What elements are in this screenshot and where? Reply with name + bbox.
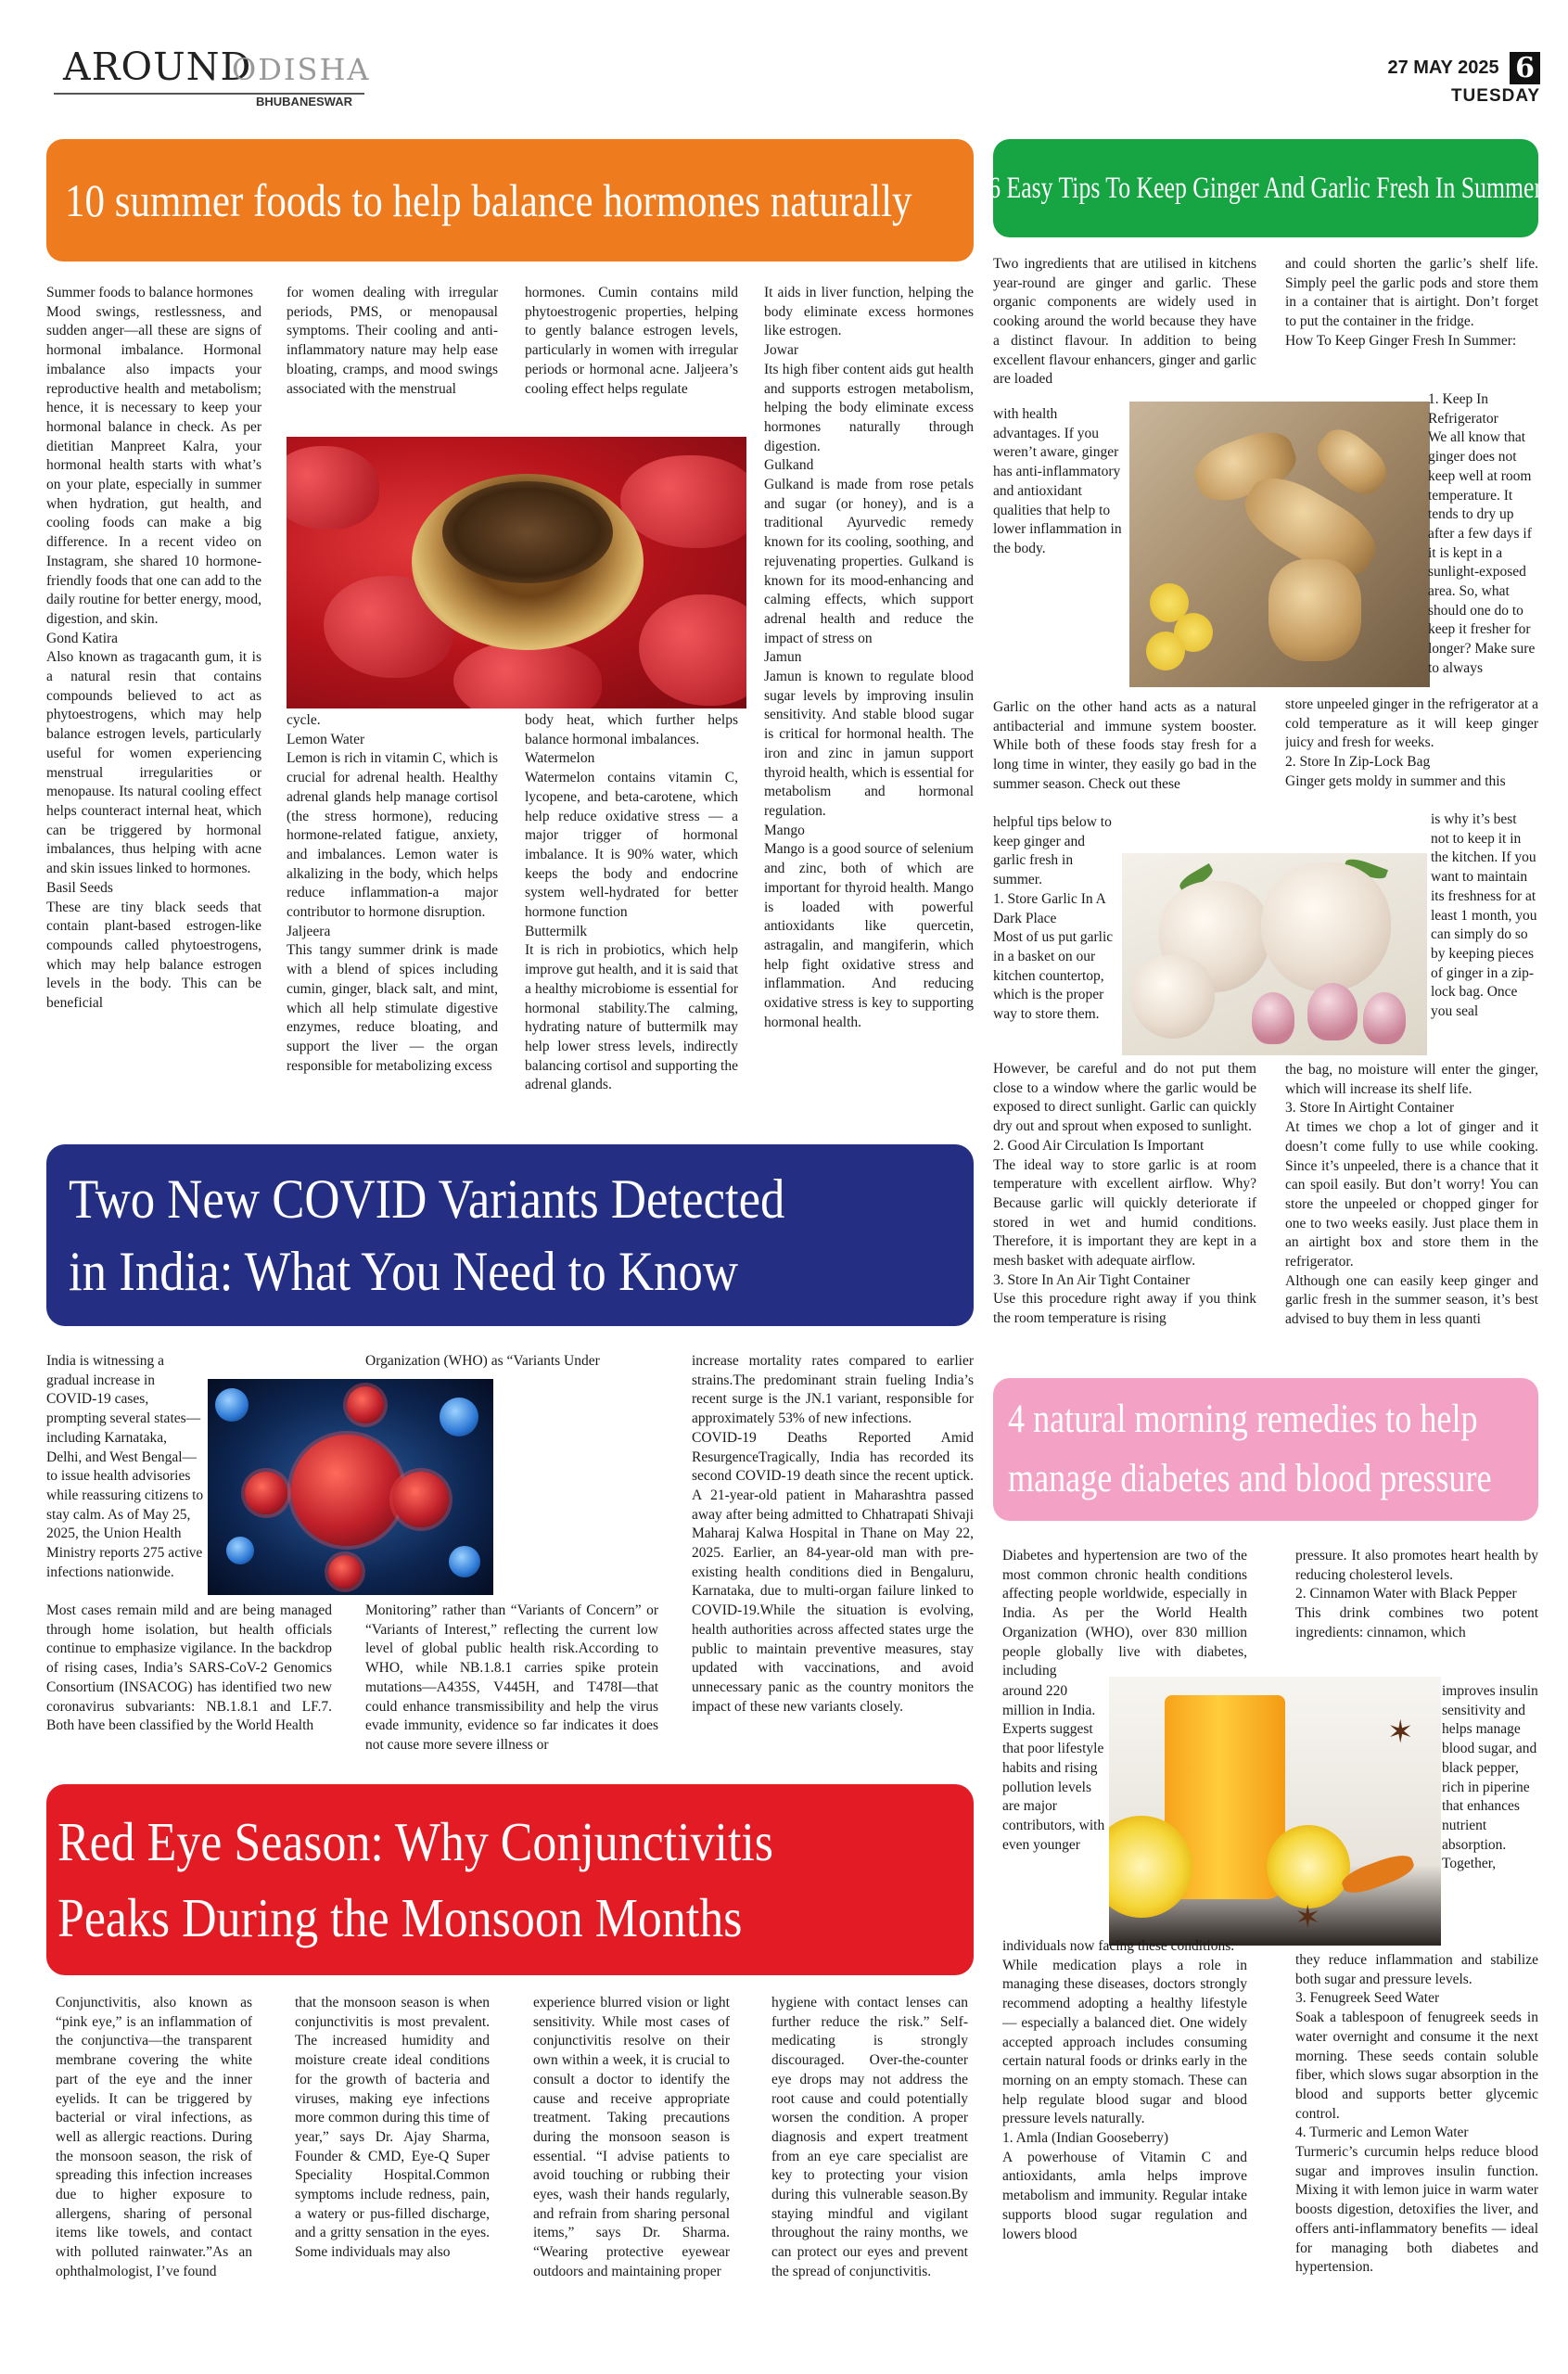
date-weekday: TUESDAY (1450, 86, 1540, 106)
paragraph: Most of us put garlic in a basket on our kitchen countertop, which is the proper way to store them. (993, 929, 1114, 1023)
paragraph: Turmeric’s curcumin helps reduce blood sugar and improves insulin function. Mixing it with lemon juice in warm water boosts digestion, detoxifies the liver, and offers anti-inflammatory benefits — ideal for managing both diabetes and hypertension. (1295, 2144, 1538, 2276)
paragraph: At times we chop a lot of ginger and it doesn’t come fully to use while cooking. Since it’s unpeeled, there is a chance that it can spoil easily. But don’t worry! You can store the unpeeled or chopped ginger for one to two weeks easily. Just place them in an airtight box and store them in the refrigerator. (1285, 1119, 1538, 1270)
hormones-col-3-top (525, 284, 738, 432)
hormones-col-4 (764, 284, 974, 1128)
juice-spices-image: ✶ ✶ (1109, 1677, 1441, 1946)
diabetes-left-bottom (1002, 1937, 1247, 2345)
paragraph: Mood swings, restlessness, and sudden anger—all these are signs of hormonal imbalance. Hormonal imbalance also impacts your reproductive health and metabolism; hence, it is necessary to keep your hormonal balance in check. As per dietitian Manpreet Kalra, your hormonal health starts with what’s on your plate, especially in summer when hydration, gut health, and cooling foods can make a big difference. In a recent video on Instagram, she shared 10 hormone-friendly foods that one can add to the daily routine for better energy, mood, digestion, and skin. (46, 303, 261, 627)
paragraph: 2. Cinnamon Water with Black Pepper (1295, 1586, 1517, 1602)
paragraph: India is witnessing a gradual increase in COVID-19 cases, prompting several states—including Karnataka, Delhi, and West Bengal—to issue health advisories while reassuring citizens to stay calm. As of May 25, 2025, the Union Health Ministry reports 275 active infections nationwide. (46, 1353, 204, 1580)
paragraph: Gond Katira (46, 630, 119, 646)
paragraph: COVID-19 Deaths Reported Amid ResurgenceTragically, India has recorded its second COVID-19 death since the recent uptick. A 21-year-old patient in Maharashtra passed away after being admitted to Chhatrapati Shivaji Maharaj Kalwa Hospital in Thane on May 22, 2025. Earlier, an 84-year-old man with pre-existing health conditions died in Bengaluru, Karnataka, due to multi-organ failure linked to COVID-19.While the situation is evolving, health authorities across affected states urge the public to maintain preventive measures, stay updated with vaccinations, and avoid unnecessary panic as the country monitors the impact of these new variants closely. (692, 1429, 974, 1715)
paragraph: with health advantages. If you weren’t aware, ginger has anti-inflammatory and antioxidant qualities that help to lower inflammation in the body. (993, 406, 1122, 556)
paragraph: hormones. Cumin contains mild phytoestrogenic properties, helping to gently balance estrogen levels, particularly in women with irregular periods or hormonal acne. Jaljeera’s cooling effect helps regulate (525, 285, 738, 397)
conjunctivitis-col-4 (771, 1994, 968, 2355)
masthead-city: BHUBANESWAR (256, 95, 352, 108)
masthead-odisha: ODISHA (232, 52, 371, 87)
paragraph: It aids in liver function, helping the body eliminate excess hormones like estrogen. (764, 285, 974, 339)
paragraph: While medication plays a role in managing these diseases, doctors strongly recommend adopting a healthy lifestyle — especially a balanced diet. One widely accepted approach includes consuming certain natural foods or drinks early in the morning on an empty stomach. These can help regulate blood sugar and blood pressure levels naturally. (1002, 1957, 1247, 2127)
ginger-right-wrap-1 (1428, 390, 1538, 695)
headline-ginger-garlic-text: 6 Easy Tips To Keep Ginger And Garlic Fresh In Summer (988, 171, 1543, 205)
paragraph: Conjunctivitis, also known as “pink eye,” is an inflammation of the conjunctiva—the transparent membrane covering the white part of the eye and the inner eyelids. It can be triggered by bacterial or viral infections, as well as allergic reactions. During the monsoon season, the risk of spreading this infection increases due to higher exposure to allergens, sharing of personal items like towels, and contact with polluted rainwater.”As an ophthalmologist, I’ve found (56, 1995, 252, 2279)
paragraph: Jamun is known to regulate blood sugar levels by improving insulin sensitivity. And stable blood sugar is critical for hormonal health. The iron and zinc in jamun support thyroid health, which is essential for metabolism and hormonal regulation. (764, 669, 974, 819)
paragraph: Its high fiber content aids gut health and supports estrogen metabolism, helping the body eliminate excess hormones naturally through digestion. (764, 361, 974, 454)
paragraph: Soak a tablespoon of fenugreek seeds in water overnight and consume it the next morning. These seeds contain soluble fiber, which slows sugar absorption in the blood and supports better glycemic control. (1295, 2010, 1538, 2122)
paragraph: However, be careful and do not put them close to a window where the garlic would be exposed to direct sunlight. Garlic can quickly dry out and sprout when exposed to sunlight. (993, 1061, 1256, 1135)
paragraph: Ginger gets moldy in summer and this (1285, 772, 1506, 789)
headline-diabetes-line-1: 4 natural morning remedies to help (1008, 1398, 1478, 1441)
covid-col-2-bottom (365, 1602, 658, 1778)
paragraph: A powerhouse of Vitamin C and antioxidants, amla helps improve metabolism and immunity. Regular intake supports blood sugar regulation and lowers blood (1002, 2149, 1247, 2242)
paragraph: increase mortality rates compared to earlier strains.The predominant strain fueling India’s recent surge is the JN.1 variant, responsible for approximately 53% of new infections. (692, 1353, 974, 1427)
paragraph: Most cases remain mild and are being managed through home isolation, but health officials continue to emphasize vigilance. In the backdrop of rising cases, India’s SARS-CoV-2 Genomics Consortium (INSACOG) has identified two new coronavirus subvariants: NB.1.8.1 and LF.7. Both have been classified by the World Health (46, 1602, 332, 1734)
paragraph: Mango is a good source of selenium and zinc, both of which are important for thyroid health. Mango is loaded with powerful antioxidants like quercetin, astragalin, and mangiferin, which help fight oxidative stress and inflammation. And reducing oxidative stress is key to supporting hormonal health. (764, 841, 974, 1030)
headline-diabetes-line-2: manage diabetes and blood pressure (1008, 1457, 1492, 1500)
diabetes-right-top (1295, 1547, 1538, 1682)
rose-petals-bowl-image (287, 437, 746, 708)
paragraph: 3. Store In An Air Tight Container (993, 1271, 1191, 1288)
ginger-right-wrap-2 (1431, 810, 1538, 1061)
ginger-right-top (1285, 255, 1538, 390)
paragraph: experience blurred vision or light sensitivity. While most cases of conjunctivitis resolve on their own within a week, it is crucial to consult a doctor to identify the cause and receive appropriate treatment. Taking precautions during the monsoon season is essential. “I advise patients to avoid touching or rubbing their eyes, wash their hands regularly, and refrain from sharing personal items,” says Dr. Sharma. “Wearing protective eyewear outdoors and maintaining proper (533, 1995, 730, 2279)
hormones-col-1 (46, 284, 261, 1128)
paragraph: and could shorten the garlic’s shelf life. Simply peel the garlic pods and store them in a container that is airtight. Don’t forget to put the container in the fridge. (1285, 256, 1538, 330)
paragraph: individuals now facing these conditions. (1002, 1938, 1235, 1954)
paragraph: Jowar (764, 342, 799, 359)
paragraph: This drink combines two potent ingredients: cinnamon, which (1295, 1605, 1538, 1640)
diabetes-left-top (1002, 1547, 1247, 1682)
headline-hormones-text: 10 summer foods to help balance hormones naturally (65, 174, 912, 226)
garlic-bottom-text (993, 1060, 1256, 1371)
paragraph: Jaljeera (287, 923, 331, 939)
headline-diabetes (993, 1378, 1538, 1521)
page-number: 6 (1510, 52, 1540, 84)
paragraph: Monitoring” rather than “Variants of Concern” or “Variants of Interest,” reflecting the current low level of global public health risk.According to WHO, while NB.1.8.1 carries spike protein mutations—A435S, V445H, and T478I—that could enhance transmissibility and help the virus evade immunity, evidence so far indicates it does not cause more severe illness or (365, 1602, 658, 1753)
paragraph: is why it’s best not to keep it in the kitchen. If you want to maintain its freshness for at least 1 month, you can simply do so by keeping pieces of ginger in a zip-lock bag. Once you seal (1431, 811, 1537, 1020)
paragraph: We all know that ginger does not keep well at room temperature. It tends to dry up after a few days if it is kept in a sunlight-exposed area. So, what should one do to keep it fresher for longer? Make sure to always (1428, 429, 1536, 676)
paragraph: This tangy summer drink is made with a blend of spices including cumin, ginger, black salt, and mint, which all help stimulate digestive enzymes, reduce bloating, and support the liver — the organ responsible for metabolizing excess (287, 942, 498, 1074)
headline-ginger-garlic (988, 139, 1543, 237)
paragraph: cycle. (287, 712, 321, 728)
paragraph: store unpeeled ginger in the refrigerator at a cold temperature as it will keep ginger juicy and fresh for weeks. (1285, 696, 1538, 751)
paragraph: 3. Store In Airtight Container (1285, 1100, 1455, 1117)
paragraph: 1. Keep In Refrigerator (1428, 391, 1498, 427)
date-block (1387, 52, 1540, 107)
paragraph: 2. Good Air Circulation Is Important (993, 1137, 1205, 1154)
conjunctivitis-col-1 (56, 1994, 252, 2355)
masthead (54, 41, 369, 106)
paragraph: 2. Store In Zip-Lock Bag (1285, 754, 1431, 771)
paragraph: body heat, which further helps balance hormonal imbalances. (525, 712, 738, 747)
paragraph: Diabetes and hypertension are two of the most common chronic health conditions affecting people worldwide, especially in India. As per the World Health Organization (WHO), over 830 million people globally live with diabetes, including (1002, 1548, 1247, 1679)
paragraph: 1. Store Garlic In A Dark Place (993, 890, 1105, 926)
hormones-col-2-bottom (287, 711, 498, 1129)
paragraph: Gulkand (764, 457, 814, 474)
paragraph: helpful tips below to keep ginger and garlic fresh in summer. (993, 814, 1112, 888)
paragraph: How To Keep Ginger Fresh In Summer: (1285, 332, 1517, 349)
paragraph: Garlic on the other hand acts as a natural antibacterial and immune system booster. While both of these foods stay fresh for a long time in winter, they easily go bad in the summer season. Check out these (993, 699, 1256, 792)
paragraph: Mango (764, 822, 805, 838)
paragraph: Buttermilk (525, 923, 588, 939)
paragraph: Lemon is rich in vitamin C, which is crucial for adrenal health. Healthy adrenal glands help manage cortisol (the stress hormone), reducing hormone-related fatigue, anxiety, and imbalances. Lemon water is alkalizing in the body, which helps reduce inflammation-a major contributor to hormone disruption. (287, 750, 498, 921)
headline-covid-line-2: in India: What You Need to Know (69, 1241, 739, 1302)
paragraph: they reduce inflammation and stabilize both sugar and pressure levels. (1295, 1952, 1538, 1987)
paragraph: that the monsoon season is when conjunctivitis is most prevalent. The increased humidity and moisture create ideal conditions for the growth of bacteria and viruses, making eye infections more common during this time of year,” says Dr. Ajay Sharma, Founder & CMD, Eye-Q Super Speciality Hospital.Common symptoms include redness, pain, a watery or pus-filled discharge, and a gritty sensation in the eyes. Some individuals may also (295, 1995, 490, 2261)
headline-covid (46, 1144, 974, 1326)
paragraph: Use this procedure right away if you think the room temperature is rising (993, 1291, 1256, 1327)
headline-conjunctivitis (46, 1784, 974, 1975)
masthead-around: AROUND (63, 45, 252, 89)
headline-conjunctivitis-line-1: Red Eye Season: Why Conjunctivitis (57, 1811, 774, 1872)
paragraph: 4. Turmeric and Lemon Water (1295, 2125, 1469, 2141)
paragraph: Jamun (764, 649, 802, 666)
diabetes-left-wrap (1002, 1682, 1106, 1936)
date-month-year: MAY 2025 (1413, 57, 1499, 78)
paragraph: 1. Amla (Indian Gooseberry) (1002, 2130, 1169, 2147)
covid-col-1-bottom (46, 1602, 332, 1778)
paragraph: Watermelon (525, 750, 595, 767)
ginger-wrap-text (993, 405, 1123, 695)
paragraph: pressure. It also promotes heart health by reducing cholesterol levels. (1295, 1548, 1538, 1583)
paragraph: Organization (WHO) as “Variants Under (365, 1353, 600, 1369)
paragraph: It is rich in probiotics, which help improve gut health, and it is said that a healthy microbiome is essential for hormonal stability.The calming, hydrating nature of buttermilk may help lower stress levels, indirectly balancing cortisol and supporting the adrenal glands. (525, 942, 738, 1093)
diabetes-right-wrap (1442, 1682, 1538, 1951)
paragraph: Also known as tragacanth gum, it is a natural resin that contains compounds believed to act as phytoestrogens, which may help balance estrogen levels, particularly useful for women experiencing menstrual irregularities or menopause. Its natural cooling effect helps counteract internal heat, which can be triggered by hormonal imbalances, thus helping with acne and skin issues linked to hormones. (46, 649, 261, 877)
ginger-right-bottom (1285, 1061, 1538, 1371)
hormones-col-3-bottom (525, 711, 738, 1129)
ginger-roots-image (1129, 402, 1430, 687)
paragraph: 3. Fenugreek Seed Water (1295, 1990, 1440, 2007)
conjunctivitis-col-3 (533, 1994, 730, 2355)
headline-covid-line-1: Two New COVID Variants Detected (69, 1168, 785, 1230)
hormones-col-2-top (287, 284, 498, 432)
paragraph: Two ingredients that are utilised in kitchens year-round are ginger and garlic. These organic components are widely used in cooking around the world because they have a distinct flavour. In addition to being excellent flavour enhancers, ginger and garlic are loaded (993, 256, 1256, 388)
covid-col-3 (692, 1352, 974, 1779)
paragraph: around 220 million in India. Experts suggest that poor lifestyle habits and rising pollution levels are major contributors, with even younger (1002, 1683, 1105, 1853)
garlic-mid-text (993, 698, 1256, 813)
ginger-intro (993, 255, 1256, 400)
paragraph: Basil Seeds (46, 879, 113, 896)
paragraph: hygiene with contact lenses can further reduce the risk.” Self-medicating is strongly discouraged. Over-the-counter eye drops may not address the root cause and could potentially worsen the condition. A proper diagnosis and expert treatment from an eye care specialist are key to protecting your vision during this vulnerable season.By staying mindful and vigilant throughout the rainy months, we can protect our eyes and prevent the spread of conjunctivitis. (771, 1995, 968, 2279)
headline-conjunctivitis-line-2: Peaks During the Monsoon Months (57, 1887, 743, 1948)
covid-col-1-wrap (46, 1352, 206, 1601)
conjunctivitis-col-2 (295, 1994, 490, 2355)
paragraph: The ideal way to store garlic is at room temperature with excellent airflow. Why? Because garlic will quickly deteriorate if stored in wet and humid conditions. Therefore, it is important they are kept in a mesh basket with adequate airflow. (993, 1156, 1256, 1270)
garlic-bulbs-image (1122, 853, 1427, 1055)
paragraph: Gulkand is made from rose petals and sugar (or honey), and is a traditional Ayurvedic remedy known for its cooling, soothing, and rejuvenating properties. Gulkand is known for its mood-enhancing and calming effects, which support adrenal health and reduce the impact of stress on (764, 477, 974, 646)
paragraph: Summer foods to balance hormones (46, 285, 253, 300)
paragraph: for women dealing with irregular periods, PMS, or menopausal symptoms. Their cooling and anti-inflammatory nature may help ease bloating, cramps, and mood swings associated with the menstrual (287, 285, 498, 397)
garlic-wrap-text (993, 813, 1115, 1060)
ginger-right-mid (1285, 696, 1538, 810)
covid-col-2-top (365, 1352, 658, 1378)
paragraph: Although one can easily keep ginger and garlic fresh in the summer season, it’s best advised to buy them in less quanti (1285, 1272, 1538, 1328)
paragraph: Watermelon contains vitamin C, lycopene, and beta-carotene, which help reduce oxidative stress — a major trigger of hormonal imbalance. It is 90% water, which keeps the body and endocrine system well-hydrated for better hormone function (525, 770, 738, 921)
paragraph: These are tiny black seeds that contain plant-based estrogen-like compounds called phytoestrogens, which may help balance estrogen levels in the body. This can be beneficial (46, 899, 261, 1012)
coronavirus-image (208, 1379, 493, 1595)
paragraph: improves insulin sensitivity and helps manage blood sugar, and black pepper, rich in piperine that enhances nutrient absorption. Together, (1442, 1683, 1538, 1872)
paragraph: the bag, no moisture will enter the ginger, which will increase its shelf life. (1285, 1062, 1538, 1097)
date-day: 27 (1387, 57, 1409, 78)
diabetes-right-bottom (1295, 1951, 1538, 2346)
paragraph: Lemon Water (287, 731, 365, 747)
headline-hormones (46, 139, 974, 262)
